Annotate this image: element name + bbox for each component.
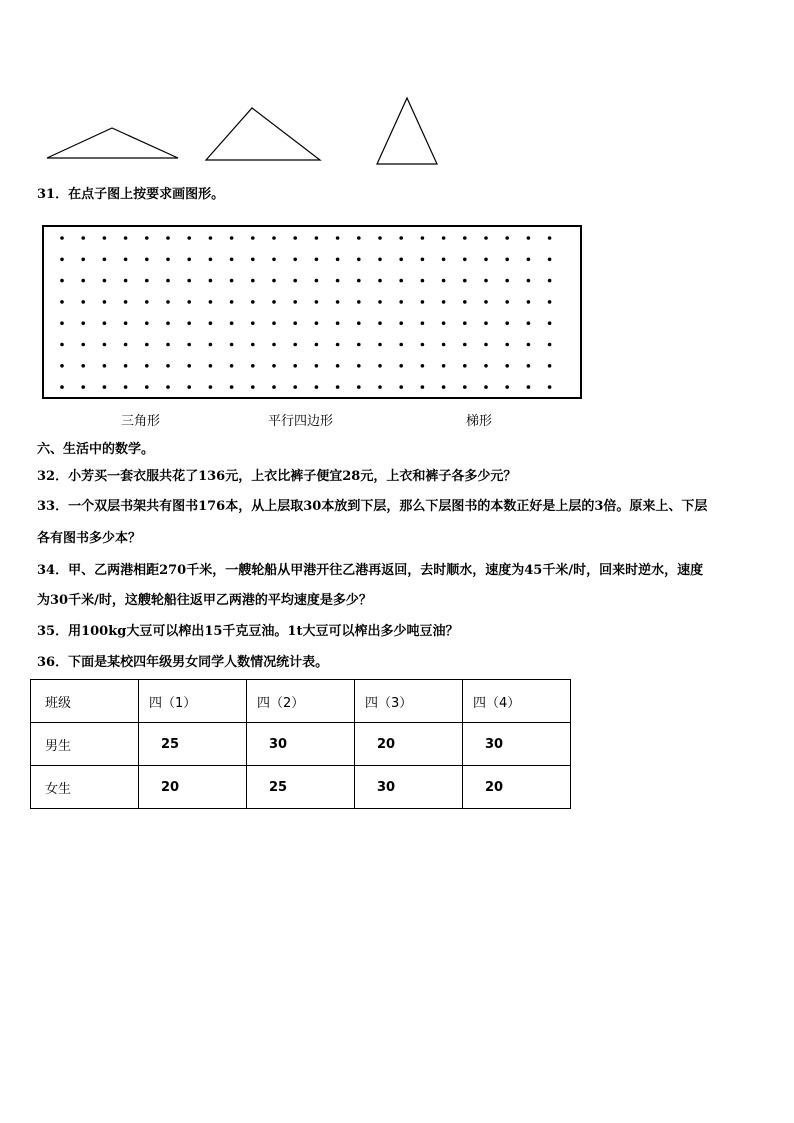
grid-dot [442, 321, 446, 325]
grid-dot [505, 279, 509, 283]
grid-dot [463, 343, 467, 347]
grid-dot [463, 364, 467, 368]
grid-dot [399, 279, 403, 283]
table-cell: 20 [355, 723, 463, 766]
dot-grid-box[interactable] [42, 225, 582, 399]
grid-dot [378, 300, 382, 304]
grid-dot [60, 364, 64, 368]
grid-dot [315, 236, 319, 240]
table-row-boys [31, 723, 571, 766]
question-35: 35．用100kg大豆可以榨出15千克豆油。1t大豆可以榨出多少吨豆油？ [37, 624, 459, 639]
grid-dot [81, 385, 85, 389]
grid-dot [293, 385, 297, 389]
grid-dot [442, 258, 446, 262]
grid-dot [103, 300, 107, 304]
grid-dot [315, 385, 319, 389]
grid-dot [357, 236, 361, 240]
grid-dot [463, 300, 467, 304]
grid-dot [145, 364, 149, 368]
dot-grid [44, 227, 580, 397]
table-header-cell: 四（1） [139, 680, 247, 723]
grid-dot [187, 300, 191, 304]
grid-dot [484, 236, 488, 240]
grid-dot [60, 343, 64, 347]
grid-dot [251, 258, 255, 262]
table-row-label: 男生 [31, 723, 139, 766]
grid-dot [399, 364, 403, 368]
grid-dot [399, 385, 403, 389]
grid-dot [357, 258, 361, 262]
question-36: 36．下面是某校四年级男女同学人数情况统计表。 [37, 655, 329, 670]
grid-dot [145, 385, 149, 389]
grid-dot [60, 385, 64, 389]
grid-dot [378, 385, 382, 389]
grid-dot [357, 321, 361, 325]
grid-dot [378, 258, 382, 262]
grid-dot [484, 258, 488, 262]
grid-dot [230, 385, 234, 389]
grid-dot [209, 343, 213, 347]
grid-dot [124, 300, 128, 304]
question-31: 31．在点子图上按要求画图形。 [37, 187, 225, 202]
question-32: 32．小芳买一套衣服共花了136元，上衣比裤子便宜28元，上衣和裤子各多少元？ [37, 469, 517, 484]
grid-dot [272, 258, 276, 262]
grid-dot [230, 364, 234, 368]
grid-dot [124, 279, 128, 283]
grid-dot [124, 385, 128, 389]
grid-dot [187, 236, 191, 240]
grid-dot [230, 343, 234, 347]
grid-dot [60, 236, 64, 240]
table-cell: 25 [139, 723, 247, 766]
table-row-label: 女生 [31, 766, 139, 809]
grid-dot [336, 279, 340, 283]
grid-dot [548, 343, 552, 347]
grid-dot [293, 321, 297, 325]
grid-dot [103, 258, 107, 262]
grid-dot [166, 343, 170, 347]
grid-dot [187, 321, 191, 325]
grid-dot [378, 321, 382, 325]
grid-dot [378, 279, 382, 283]
question-34-line2: 为30千米/时，这艘轮船往返甲乙两港的平均速度是多少？ [37, 593, 372, 608]
grid-dot [209, 385, 213, 389]
grid-dot [124, 343, 128, 347]
grid-dot [505, 364, 509, 368]
grid-dot [60, 258, 64, 262]
grid-dot [421, 258, 425, 262]
grid-dot [442, 279, 446, 283]
grid-dot [251, 279, 255, 283]
grid-dot [209, 300, 213, 304]
grid-dot [60, 321, 64, 325]
question-33-line2: 各有图书多少本？ [37, 531, 142, 546]
grid-dot [103, 343, 107, 347]
grid-dot [166, 385, 170, 389]
grid-dot [103, 236, 107, 240]
table-cell: 30 [247, 723, 355, 766]
grid-dot [484, 343, 488, 347]
grid-dot [527, 279, 531, 283]
table-header-cell: 班级 [31, 680, 139, 723]
grid-dot [166, 321, 170, 325]
grid-dot [315, 321, 319, 325]
grid-dot [272, 364, 276, 368]
grid-dot [209, 321, 213, 325]
grid-dot [230, 258, 234, 262]
grid-dot [187, 385, 191, 389]
grid-dot [81, 279, 85, 283]
grid-dot [357, 300, 361, 304]
grid-dot [251, 343, 255, 347]
grid-dot [293, 364, 297, 368]
grid-dot [378, 343, 382, 347]
grid-dot [315, 258, 319, 262]
dot-label-parallelogram: 平行四边形 [268, 414, 334, 429]
grid-dot [463, 258, 467, 262]
grid-dot [357, 343, 361, 347]
grid-dot [251, 300, 255, 304]
grid-dot [315, 300, 319, 304]
grid-dot [81, 258, 85, 262]
grid-dot [293, 300, 297, 304]
grid-dot [421, 236, 425, 240]
grid-dot [81, 300, 85, 304]
grid-dot [421, 343, 425, 347]
grid-dot [272, 300, 276, 304]
grid-dot [442, 385, 446, 389]
grid-dot [527, 236, 531, 240]
grid-dot [293, 258, 297, 262]
grid-dot [463, 236, 467, 240]
obtuse-triangle [47, 128, 178, 158]
grid-dot [315, 279, 319, 283]
grid-dot [463, 385, 467, 389]
grid-dot [548, 364, 552, 368]
grid-dot [230, 300, 234, 304]
grid-dot [527, 300, 531, 304]
grid-dot [336, 236, 340, 240]
grid-dot [357, 385, 361, 389]
grid-dot [442, 236, 446, 240]
table-cell: 25 [247, 766, 355, 809]
grid-dot [421, 279, 425, 283]
table-header-row [31, 680, 571, 723]
section-title: 六、生活中的数学。 [37, 442, 155, 457]
grid-dot [421, 385, 425, 389]
grid-dot [336, 258, 340, 262]
grid-dot [60, 279, 64, 283]
grid-dot [251, 321, 255, 325]
grid-dot [336, 343, 340, 347]
grid-dot [103, 321, 107, 325]
grid-dot [230, 279, 234, 283]
grid-dot [272, 385, 276, 389]
triangle-figures [0, 0, 794, 170]
grid-dot [145, 236, 149, 240]
grid-dot [103, 279, 107, 283]
table-row-girls [31, 766, 571, 809]
grid-dot [124, 236, 128, 240]
grid-dot [166, 364, 170, 368]
grid-dot [81, 364, 85, 368]
grid-dot [442, 300, 446, 304]
grid-dot [527, 385, 531, 389]
grid-dot [527, 343, 531, 347]
table-header-cell: 四（2） [247, 680, 355, 723]
grid-dot [145, 343, 149, 347]
grid-dot [463, 321, 467, 325]
grid-dot [145, 258, 149, 262]
grid-dot [357, 364, 361, 368]
grid-dot [272, 236, 276, 240]
grid-dot [187, 258, 191, 262]
grid-dot [145, 300, 149, 304]
grid-dot [187, 279, 191, 283]
grid-dot [166, 279, 170, 283]
table-header-cell: 四（4） [463, 680, 571, 723]
grid-dot [527, 258, 531, 262]
grid-dot [251, 364, 255, 368]
grid-dot [81, 343, 85, 347]
grid-dot [484, 385, 488, 389]
table-header-cell: 四（3） [355, 680, 463, 723]
grid-dot [230, 236, 234, 240]
grid-dot [548, 385, 552, 389]
grid-dot [548, 258, 552, 262]
grid-dot [484, 279, 488, 283]
grid-dot [357, 279, 361, 283]
grid-dot [527, 321, 531, 325]
grid-dot [60, 300, 64, 304]
grid-dot [399, 236, 403, 240]
grid-dot [399, 343, 403, 347]
grid-dot [505, 385, 509, 389]
grid-dot [81, 236, 85, 240]
grid-dot [378, 236, 382, 240]
question-33-line1: 33．一个双层书架共有图书176本，从上层取30本放到下层，那么下层图书的本数正好是上层的3倍。原来上、下层 [37, 499, 708, 514]
acute-triangle [377, 98, 437, 164]
grid-dot [124, 258, 128, 262]
grid-dot [315, 343, 319, 347]
table-cell: 20 [463, 766, 571, 809]
table-cell: 30 [463, 723, 571, 766]
grid-dot [484, 321, 488, 325]
grid-dot [378, 364, 382, 368]
grid-dot [81, 321, 85, 325]
grid-dot [336, 321, 340, 325]
grid-dot [399, 258, 403, 262]
grid-dot [505, 300, 509, 304]
grid-dot [336, 300, 340, 304]
grid-dot [421, 321, 425, 325]
grid-dot [293, 236, 297, 240]
stats-table [30, 679, 571, 809]
grid-dot [463, 279, 467, 283]
grid-dot [336, 385, 340, 389]
grid-dot [442, 364, 446, 368]
grid-dot [399, 321, 403, 325]
grid-dot [166, 236, 170, 240]
grid-dot [272, 321, 276, 325]
grid-dot [103, 364, 107, 368]
grid-dot [484, 364, 488, 368]
obtuse-triangle-2 [206, 108, 320, 160]
grid-dot [187, 364, 191, 368]
table-cell: 30 [355, 766, 463, 809]
table-cell: 20 [139, 766, 247, 809]
grid-dot [527, 364, 531, 368]
grid-dot [251, 385, 255, 389]
grid-dot [251, 236, 255, 240]
grid-dot [505, 258, 509, 262]
grid-dot [166, 258, 170, 262]
grid-dot [230, 321, 234, 325]
grid-dot [548, 279, 552, 283]
grid-dot [505, 343, 509, 347]
question-34-line1: 34．甲、乙两港相距270千米，一艘轮船从甲港开往乙港再返回，去时顺水，速度为45千米/时，回来时逆水，速度 [37, 563, 704, 578]
grid-dot [442, 343, 446, 347]
grid-dot [293, 279, 297, 283]
grid-dot [315, 364, 319, 368]
grid-dot [124, 364, 128, 368]
grid-dot [124, 321, 128, 325]
grid-dot [209, 279, 213, 283]
grid-dot [399, 300, 403, 304]
grid-dot [166, 300, 170, 304]
grid-dot [293, 343, 297, 347]
grid-dot [421, 300, 425, 304]
grid-dot [272, 343, 276, 347]
grid-dot [548, 300, 552, 304]
grid-dot [484, 300, 488, 304]
dot-label-triangle: 三角形 [121, 414, 161, 429]
grid-dot [103, 385, 107, 389]
grid-dot [209, 258, 213, 262]
grid-dot [336, 364, 340, 368]
grid-dot [187, 343, 191, 347]
grid-dot [548, 321, 552, 325]
grid-dot [421, 364, 425, 368]
grid-dot [548, 236, 552, 240]
grid-dot [209, 236, 213, 240]
grid-dot [505, 236, 509, 240]
grid-dot [505, 321, 509, 325]
grid-dot [272, 279, 276, 283]
grid-dot [145, 279, 149, 283]
dot-label-trapezoid: 梯形 [466, 414, 493, 429]
grid-dot [145, 321, 149, 325]
grid-dot [209, 364, 213, 368]
